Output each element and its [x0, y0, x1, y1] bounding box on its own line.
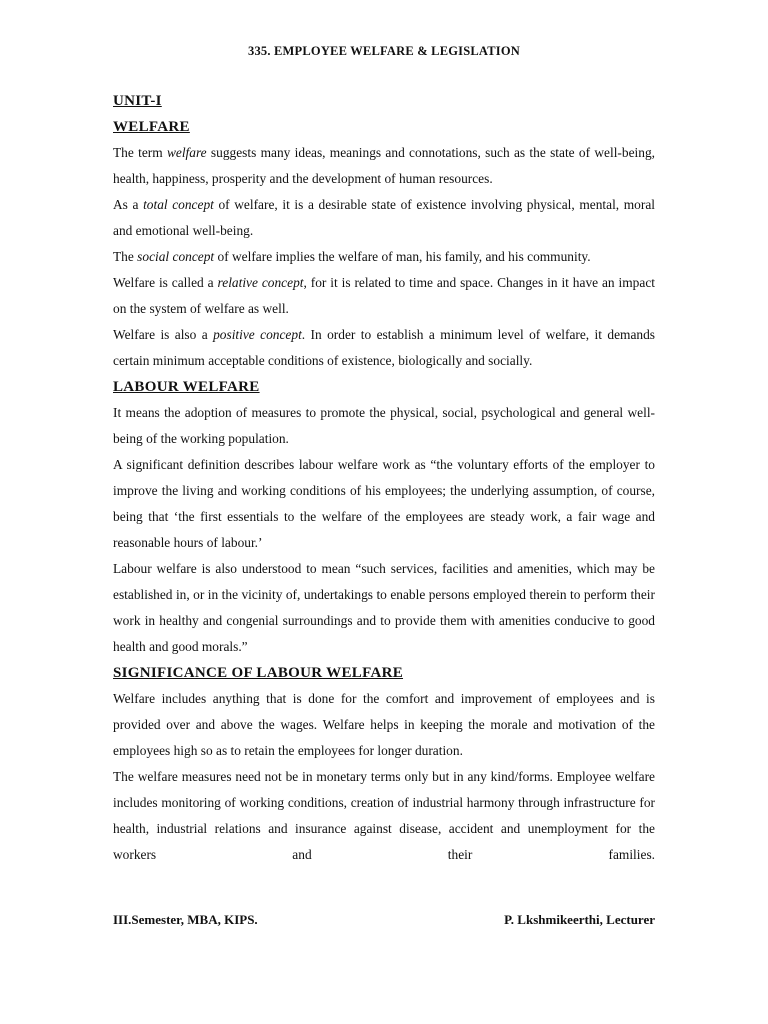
footer-course: III.Semester, MBA, KIPS.: [113, 912, 258, 927]
document-body: [113, 88, 655, 868]
significance-paragraph: Welfare includes anything that is done for the comfort and improvement of employees and is provided over and above the wages. Welfare helps in keeping the morale and motivation of the employees high so as to retain the employees for longer duration.: [113, 691, 655, 758]
labour-welfare-heading: LABOUR WELFARE: [113, 379, 260, 395]
unit-heading: UNIT-I: [113, 93, 162, 109]
welfare-paragraph: As a total concept of welfare, it is a desirable state of existence involving physical, mental, moral and emotional well-being.: [113, 197, 655, 238]
document-title: 335. EMPLOYEE WELFARE & LEGISLATION: [248, 44, 520, 58]
welfare-heading: WELFARE: [113, 119, 190, 135]
welfare-paragraph: The social concept of welfare implies the welfare of man, his family, and his community.: [113, 249, 591, 264]
significance-paragraph: The welfare measures need not be in monetary terms only but in any kind/forms. Employee welfare includes monitoring of working conditions, creation of industrial harmony through infrastructure for health, industrial relations and insurance against disease, accident and unemployment for the workers and their families.: [113, 769, 655, 862]
labour-paragraph: It means the adoption of measures to promote the physical, social, psychological and general well-being of the working population.: [113, 405, 655, 446]
page-footer: [113, 912, 655, 928]
labour-paragraph: Labour welfare is also understood to mean “such services, facilities and amenities, which may be established in, or in the vicinity of, undertakings to enable persons employed therein to perform their work in healthy and congenial surroundings and to provide them with amenities conducive to good health and good morals.”: [113, 561, 655, 654]
labour-paragraph: A significant definition describes labour welfare work as “the voluntary efforts of the employer to improve the living and working conditions of his employees; the underlying assumption, of course, being that ‘the first essentials to the welfare of the employees are steady work, a fair wage and reasonable hours of labour.’: [113, 457, 655, 550]
welfare-paragraph: Welfare is called a relative concept, for it is related to time and space. Changes in it have an impact on the system of welfare as well.: [113, 275, 655, 316]
welfare-paragraph: The term welfare suggests many ideas, meanings and connotations, such as the state of well-being, health, happiness, prosperity and the development of human resources.: [113, 145, 655, 186]
significance-heading: SIGNIFICANCE OF LABOUR WELFARE: [113, 665, 404, 681]
footer-author: P. Lkshmikeerthi, Lecturer: [504, 912, 655, 927]
welfare-paragraph: Welfare is also a positive concept. In order to establish a minimum level of welfare, it demands certain minimum acceptable conditions of existence, biologically and socially.: [113, 327, 655, 368]
